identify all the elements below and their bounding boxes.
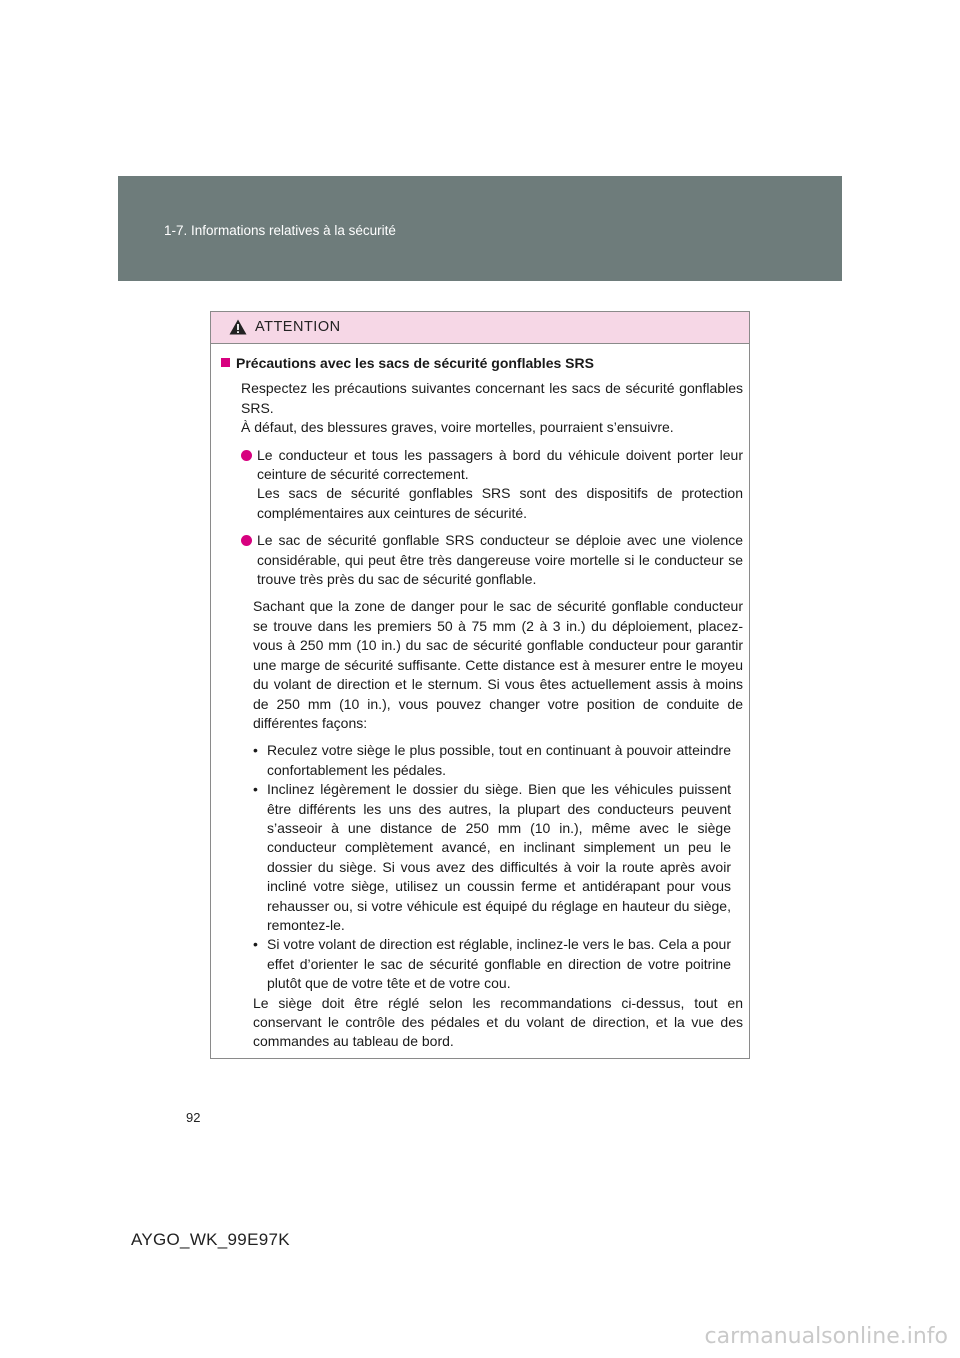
document-code: AYGO_WK_99E97K: [131, 1230, 290, 1249]
attention-box: [210, 311, 750, 1059]
intro-line-2: À défaut, des blessures graves, voire mortelles, pourraient s’ensuivre.: [241, 419, 674, 436]
intro-paragraph: [241, 379, 743, 437]
sub-list: [253, 741, 731, 993]
item-2-text: Le sac de sécurité gonflable SRS conducteur se déploie avec une violence considérable, qui peut être très dangereuse voire mortelle si le conducteur se trouve très près du sac de sécurité gonflable.: [257, 532, 743, 588]
dot-bullet-icon: [241, 450, 252, 461]
intro-line-1: Respectez les précautions suivantes concernant les sacs de sécurité gonflables SRS.: [241, 380, 743, 416]
square-bullet-icon: [221, 358, 230, 367]
sub-list-item: [253, 780, 731, 935]
attention-header: [211, 312, 749, 344]
sub-item-text: Si votre volant de direction est réglable, inclinez-le vers le bas. Cela a pour effet d’orienter le sac de sécurité gonflable en direction de votre poitrine plutôt que de votre tête et de votre cou.: [267, 936, 731, 992]
list-item: [241, 531, 743, 589]
closing-paragraph: Le siège doit être réglé selon les recommandations ci-dessus, tout en conservant le contrôle des pédales et du volant de direction, et la vue des commandes au tableau de bord.: [253, 994, 743, 1050]
sub-list-item: [253, 741, 731, 780]
bullet-glyph: •: [253, 781, 258, 798]
sub-list-item: [253, 935, 731, 993]
attention-content: [211, 344, 749, 1052]
bullet-glyph: •: [253, 742, 258, 759]
section-heading: [221, 354, 743, 373]
page-number: 92: [186, 1110, 201, 1125]
item-1-text-1: Le conducteur et tous les passagers à bord du véhicule doivent porter leur ceinture de sécurité correctement.: [257, 446, 743, 483]
dot-bullet-icon: [241, 535, 252, 546]
attention-title: ATTENTION: [255, 319, 341, 335]
sub-item-text: Inclinez légèrement le dossier du siège. Bien que les véhicules puissent être différents les uns des autres, la plupart des conducteurs peuvent s’asseoir à une distance de 250 mm (10 in.), même avec le siège conducteur complètement avancé, en inclinant simplement un peu le dossier du siège. Si vous avez des difficultés à voir la route après avoir incliné votre siège, utilisez un coussin ferme et antidérapant pour vous rehausser ou, si votre véhicule est équipé du réglage en hauteur du siège, remontez-le.: [267, 781, 731, 933]
warning-triangle-icon: [229, 319, 247, 335]
watermark: carmanualsonline.info: [704, 1324, 948, 1349]
bullet-glyph: •: [253, 936, 258, 953]
list-item: [241, 446, 743, 524]
sub-item-text: Reculez votre siège le plus possible, tout en continuant à pouvoir atteindre confortablement les pédales.: [267, 742, 731, 778]
item-1-text-2: Les sacs de sécurité gonflables SRS sont des dispositifs de protection complémentaires aux ceintures de sécurité.: [257, 485, 743, 521]
section-title: 1-7. Informations relatives à la sécurité: [164, 223, 396, 238]
section-header-band: [118, 176, 842, 281]
section-heading-text: Précautions avec les sacs de sécurité gonflables SRS: [236, 355, 594, 371]
danger-zone-paragraph: Sachant que la zone de danger pour le sac de sécurité gonflable conducteur se trouve dans les premiers 50 à 75 mm (2 à 3 in.) du déploiement, placez-vous à 250 mm (10 in.) du sac de sécurité gonflable conducteur pour garantir une marge de sécurité suffisante. Cette distance est à mesurer entre le moyeu du volant de direction et le sternum. Si vous êtes actuellement assis à moins de 250 mm (10 in.), vous pouvez changer votre position de conduite de différentes façons:: [253, 598, 743, 731]
